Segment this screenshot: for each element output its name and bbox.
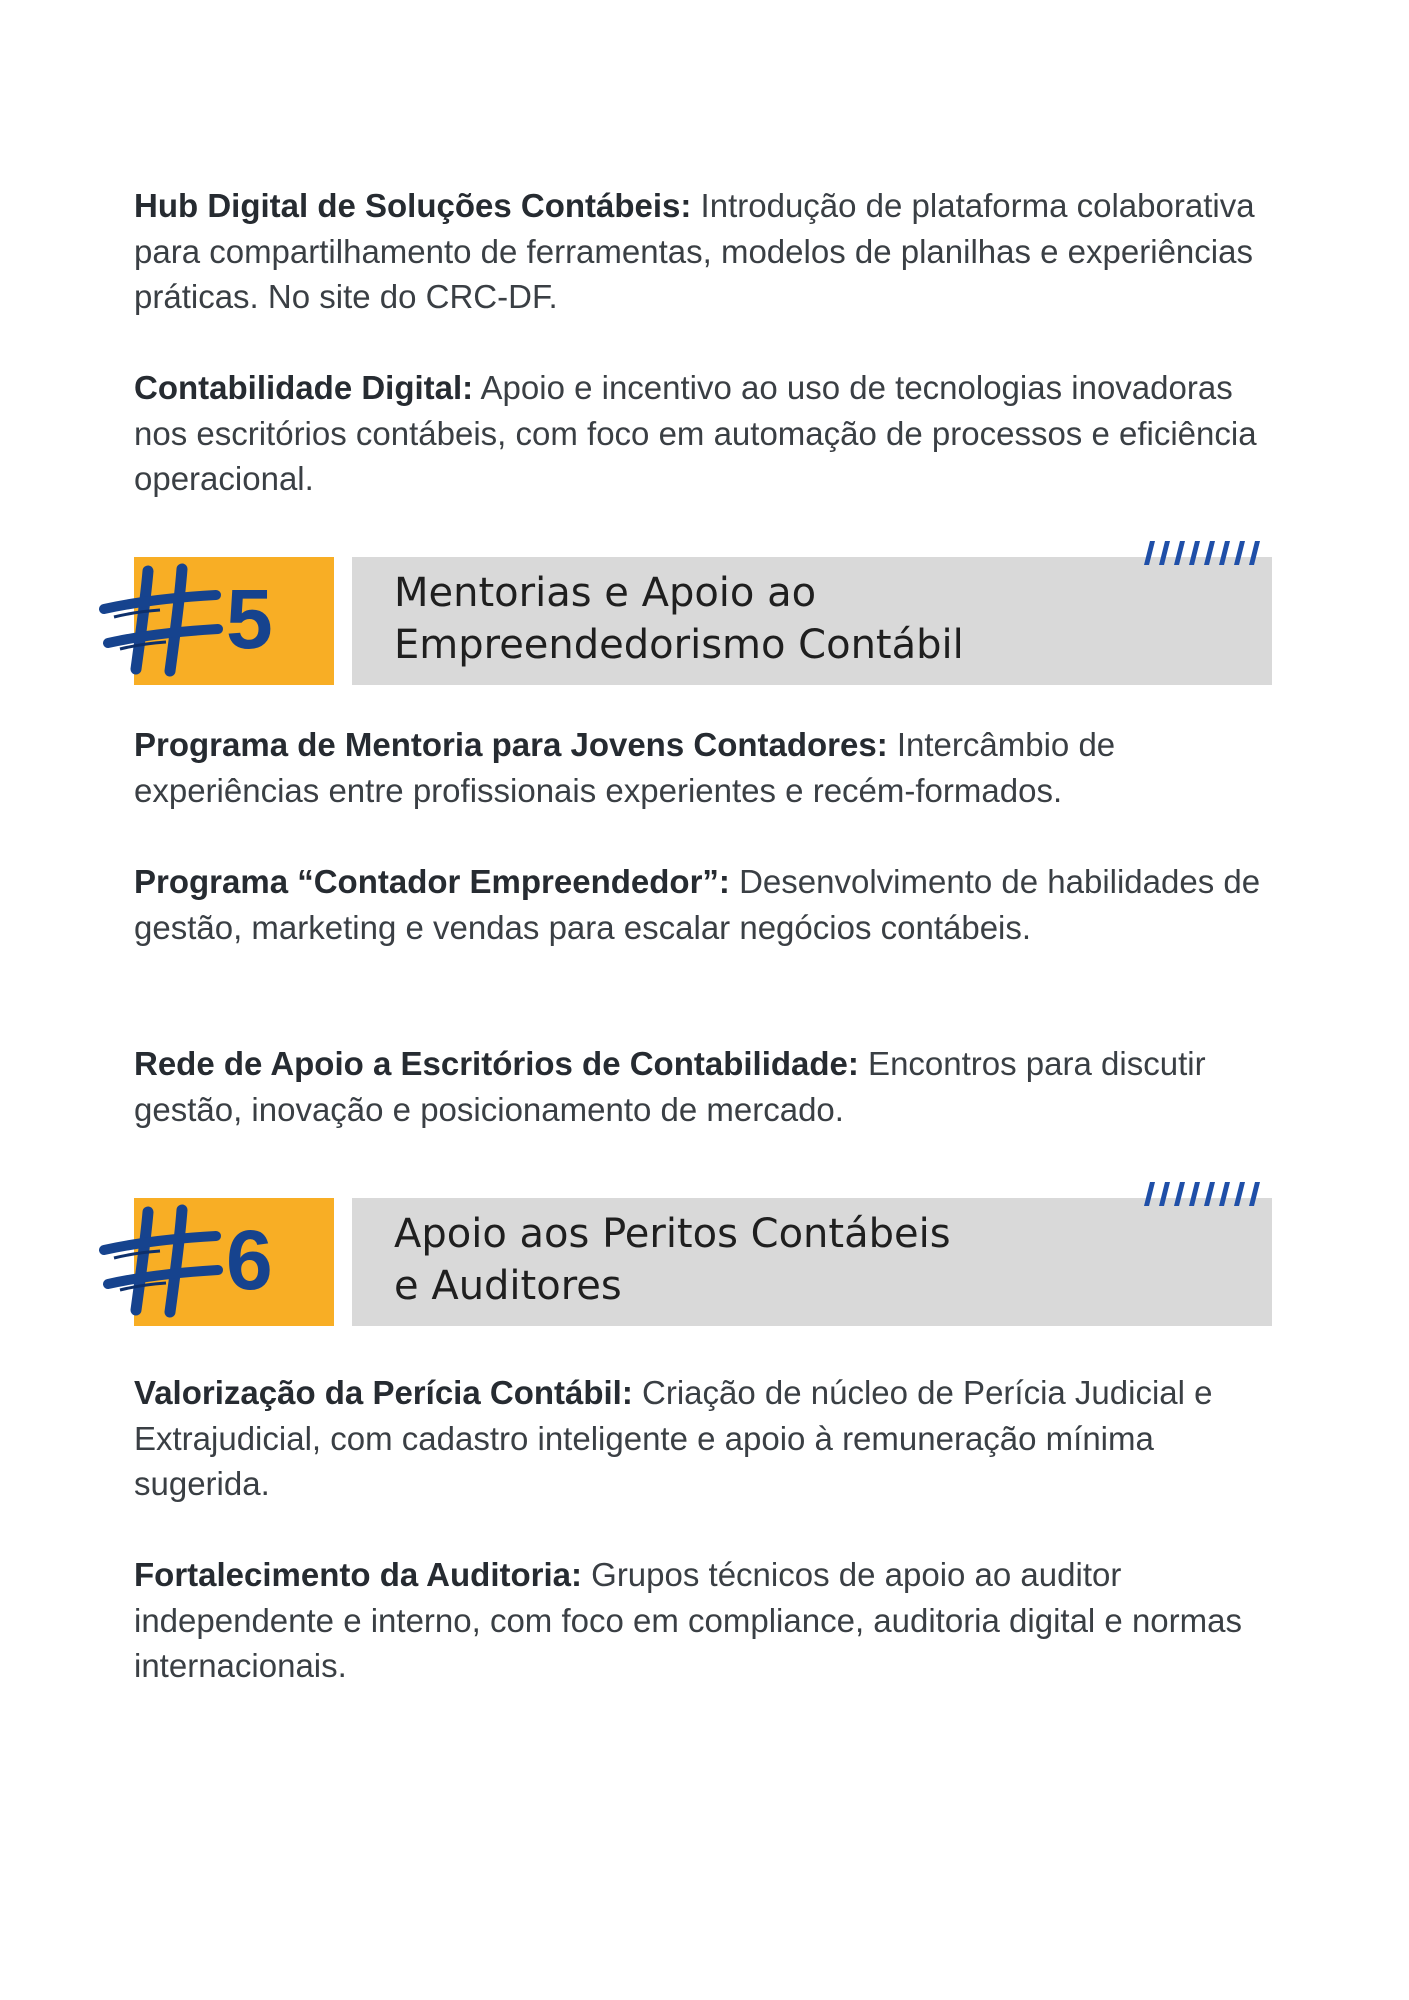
section-5-number: 5 (226, 572, 273, 666)
contabilidade-digital-text: Apoio e incentivo ao uso de tecnologias inovadoras nos escritórios contábeis, com foco em automação de processos e eficiência operacional. (134, 369, 1257, 497)
pericia-contabil-lead: Valorização da Perícia Contábil: (134, 1374, 633, 1411)
mentoria-jovens-paragraph (134, 722, 1274, 813)
contabilidade-digital-paragraph (134, 365, 1274, 502)
rede-apoio-text: Encontros para discutir gestão, inovação e posicionamento de mercado. (134, 1045, 1206, 1128)
diagonal-stripes-decoration (1138, 1182, 1268, 1206)
section-6-title: Apoio aos Peritos Contábeis e Auditores (394, 1211, 951, 1309)
hub-digital-text: Introdução de plataforma colaborativa para compartilhamento de ferramentas, modelos de planilhas e experiências práticas. No site do CRC-DF. (134, 187, 1255, 315)
mentoria-jovens-text: Intercâmbio de experiências entre profissionais experientes e recém-formados. (134, 726, 1116, 809)
contador-empreendedor-lead: Programa “Contador Empreendedor”: (134, 863, 730, 900)
section-6-title-box (352, 1198, 1272, 1326)
diagonal-stripes-decoration (1138, 541, 1268, 565)
section-5-number-box (134, 557, 334, 685)
section-6-number: 6 (226, 1213, 273, 1307)
auditoria-lead: Fortalecimento da Auditoria: (134, 1556, 582, 1593)
hub-digital-lead: Hub Digital de Soluções Contábeis: (134, 187, 692, 224)
section-6-number-box (134, 1198, 334, 1326)
contador-empreendedor-paragraph (134, 859, 1274, 950)
contador-empreendedor-text: Desenvolvimento de habilidades de gestão, marketing e vendas para escalar negócios contábeis. (134, 863, 1261, 946)
rede-apoio-lead: Rede de Apoio a Escritórios de Contabilidade: (134, 1045, 859, 1082)
section-6-header (134, 1198, 1272, 1326)
pericia-contabil-paragraph (134, 1370, 1274, 1507)
hub-digital-paragraph (134, 183, 1274, 320)
section-5-header (134, 557, 1272, 685)
section-5-title: Mentorias e Apoio ao Empreendedorismo Contábil (394, 570, 964, 668)
auditoria-paragraph (134, 1552, 1274, 1689)
mentoria-jovens-lead: Programa de Mentoria para Jovens Contadores: (134, 726, 888, 763)
section-5-title-box (352, 557, 1272, 685)
rede-apoio-paragraph (134, 1041, 1274, 1132)
auditoria-text: Grupos técnicos de apoio ao auditor independente e interno, com foco em compliance, auditoria digital e normas internacionais. (134, 1556, 1242, 1684)
contabilidade-digital-lead: Contabilidade Digital: (134, 369, 474, 406)
pericia-contabil-text: Criação de núcleo de Perícia Judicial e Extrajudicial, com cadastro inteligente e apoio à remuneração mínima sugerida. (134, 1374, 1213, 1502)
